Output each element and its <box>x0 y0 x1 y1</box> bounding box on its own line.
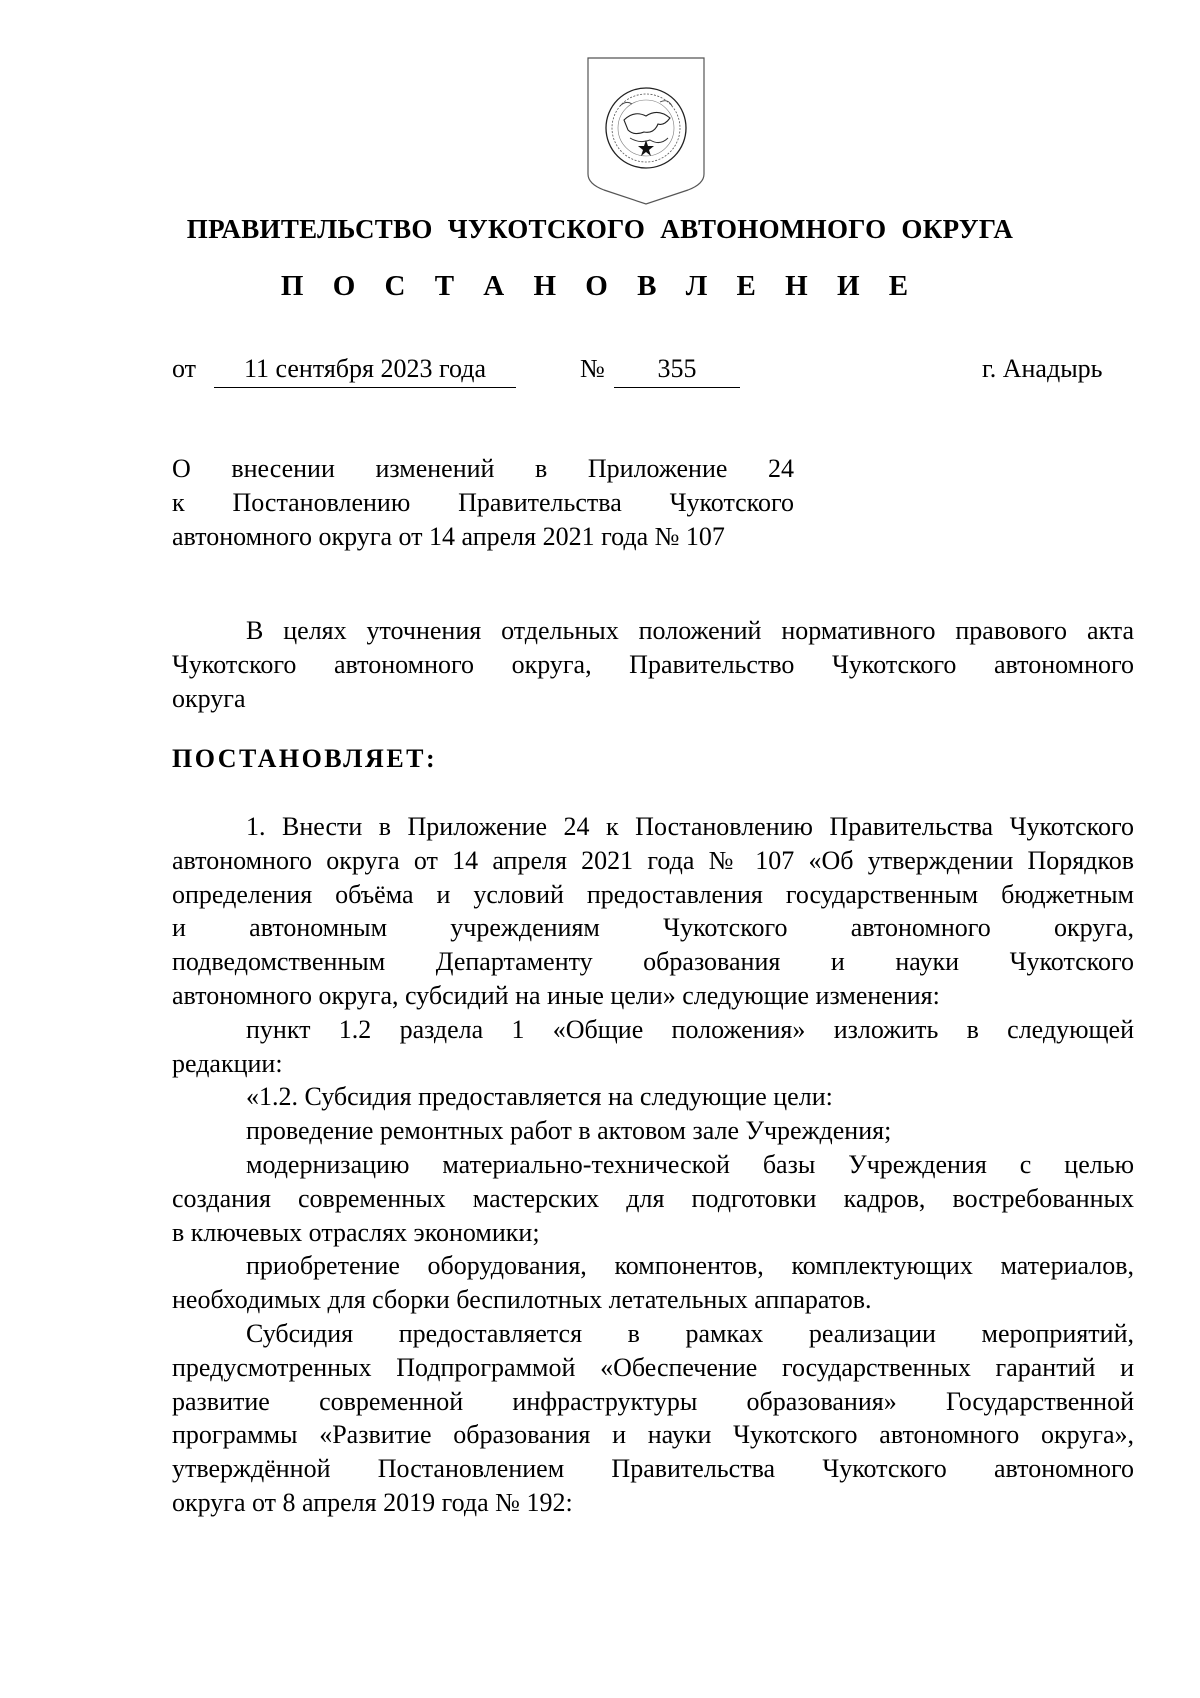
document-type-title: П О С Т А Н О В Л Е Н И Е <box>280 270 920 302</box>
body-line: и автономным учреждениям Чукотского автономного округа, <box>172 913 1134 943</box>
body-line: программы «Развитие образования и науки Чукотского автономного округа», <box>172 1420 1134 1450</box>
body-line: Субсидия предоставляется в рамках реализации мероприятий, <box>246 1318 1134 1348</box>
subject-line: автономного округа от 14 апреля 2021 года № 107 <box>172 522 725 551</box>
body-line: редакции: <box>172 1048 283 1078</box>
body-line: подведомственным Департаменту образования и науки Чукотского <box>172 947 1134 977</box>
document-subject <box>172 452 794 554</box>
body-line: определения объёма и условий предоставления государственным бюджетным <box>172 879 1134 909</box>
chukotka-coat-of-arms-icon <box>584 56 708 206</box>
number-value: 355 <box>614 352 740 388</box>
body-line: создания современных мастерских для подготовки кадров, востребованных <box>172 1183 1134 1213</box>
government-title: ПРАВИТЕЛЬСТВО ЧУКОТСКОГО АВТОНОМНОГО ОКРУГА <box>186 214 1014 244</box>
document-number <box>614 352 740 388</box>
decree-heading: ПОСТАНОВЛЯЕТ: <box>172 744 438 773</box>
body-line: утверждённой Постановлением Правительства Чукотского автономного <box>172 1454 1134 1484</box>
preamble-line: Чукотского автономного округа, Правительство Чукотского автономного <box>172 649 1134 679</box>
body-line: автономного округа от 14 апреля 2021 года № 107 «Об утверждении Порядков <box>172 845 1134 875</box>
body-line: развитие современной инфраструктуры образования» Государственной <box>172 1386 1134 1416</box>
body-line: приобретение оборудования, компонентов, комплектующих материалов, <box>246 1251 1134 1281</box>
subject-line: к Постановлению Правительства Чукотского <box>172 488 794 517</box>
body-line: предусмотренных Подпрограммой «Обеспечение государственных гарантий и <box>172 1352 1134 1382</box>
body-line: пункт 1.2 раздела 1 «Общие положения» изложить в следующей <box>246 1014 1134 1044</box>
date-label: от <box>172 354 197 383</box>
body-line: округа от 8 апреля 2019 года № 192: <box>172 1487 573 1517</box>
body-line: модернизацию материально-технической базы Учреждения с целью <box>246 1149 1134 1179</box>
body-line: необходимых для сборки беспилотных летательных аппаратов. <box>172 1285 872 1315</box>
body-line: автономного округа, субсидий на иные цели» следующие изменения: <box>172 980 940 1010</box>
document-date <box>214 352 516 388</box>
number-label: № <box>580 354 605 383</box>
body-line: проведение ремонтных работ в актовом зале Учреждения; <box>246 1116 892 1146</box>
preamble <box>172 614 1134 715</box>
body-line: 1. Внести в Приложение 24 к Постановлению Правительства Чукотского <box>246 812 1134 841</box>
preamble-line: округа <box>172 683 246 713</box>
subject-line: О внесении изменений в Приложение 24 <box>172 454 794 483</box>
decree-body <box>172 810 1134 1520</box>
place-of-issue: г. Анадырь <box>982 354 1103 383</box>
date-value: 11 сентября 2023 года <box>214 352 516 388</box>
preamble-line: В целях уточнения отдельных положений нормативного правового акта <box>246 616 1134 645</box>
body-line: в ключевых отраслях экономики; <box>172 1217 540 1247</box>
body-line: «1.2. Субсидия предоставляется на следующие цели: <box>246 1082 833 1112</box>
